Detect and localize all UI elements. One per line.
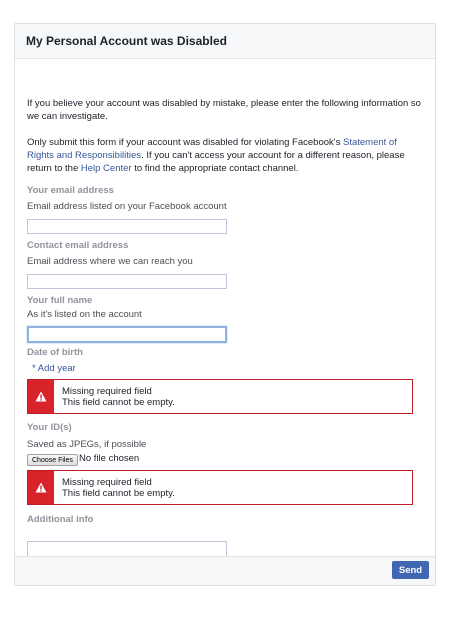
full-name-hint: As it's listed on the account bbox=[27, 309, 142, 320]
add-year-link[interactable]: * Add year bbox=[32, 363, 76, 374]
warning-icon bbox=[28, 380, 54, 413]
file-status-text: No file chosen bbox=[79, 453, 140, 464]
contact-email-input[interactable] bbox=[27, 274, 227, 289]
ids-hint: Saved as JPEGs, if possible bbox=[27, 439, 147, 450]
dob-error-box bbox=[27, 379, 413, 414]
send-button[interactable]: Send bbox=[392, 561, 429, 579]
ids-label: Your ID(s) bbox=[27, 422, 72, 433]
ids-error-box bbox=[27, 470, 413, 505]
contact-email-hint: Email address where we can reach you bbox=[27, 256, 193, 267]
warning-icon bbox=[28, 471, 54, 504]
email-label: Your email address bbox=[27, 185, 114, 196]
email-hint: Email address listed on your Facebook account bbox=[27, 201, 227, 212]
additional-info-label: Additional info bbox=[27, 514, 94, 525]
intro-paragraph: If you believe your account was disabled by mistake, please enter the following information so we can investigate. bbox=[27, 98, 421, 122]
dob-label: Date of birth bbox=[27, 347, 83, 358]
statement-of-rights-link[interactable]: Statement of Rights and Responsibilities bbox=[27, 137, 397, 161]
email-input[interactable] bbox=[27, 219, 227, 234]
policy-paragraph: Only submit this form if your account was disabled for violating Facebook's Statement of Rights and Responsibilities. If you can't access your account for a different reason, please return to the Help Center to find the appropriate contact channel. bbox=[27, 137, 405, 174]
ids-error-message: This field cannot be empty. bbox=[62, 488, 175, 499]
help-center-link[interactable]: Help Center bbox=[80, 163, 132, 174]
disabled-account-form bbox=[14, 23, 436, 586]
choose-files-button[interactable]: Choose Files bbox=[27, 454, 78, 466]
full-name-input[interactable] bbox=[27, 326, 227, 343]
dob-error-title: Missing required field bbox=[62, 386, 152, 397]
dob-error-message: This field cannot be empty. bbox=[62, 397, 175, 408]
full-name-label: Your full name bbox=[27, 295, 93, 306]
contact-email-label: Contact email address bbox=[27, 240, 129, 251]
ids-error-title: Missing required field bbox=[62, 477, 152, 488]
form-title: My Personal Account was Disabled bbox=[15, 24, 435, 59]
form-footer bbox=[15, 556, 435, 585]
